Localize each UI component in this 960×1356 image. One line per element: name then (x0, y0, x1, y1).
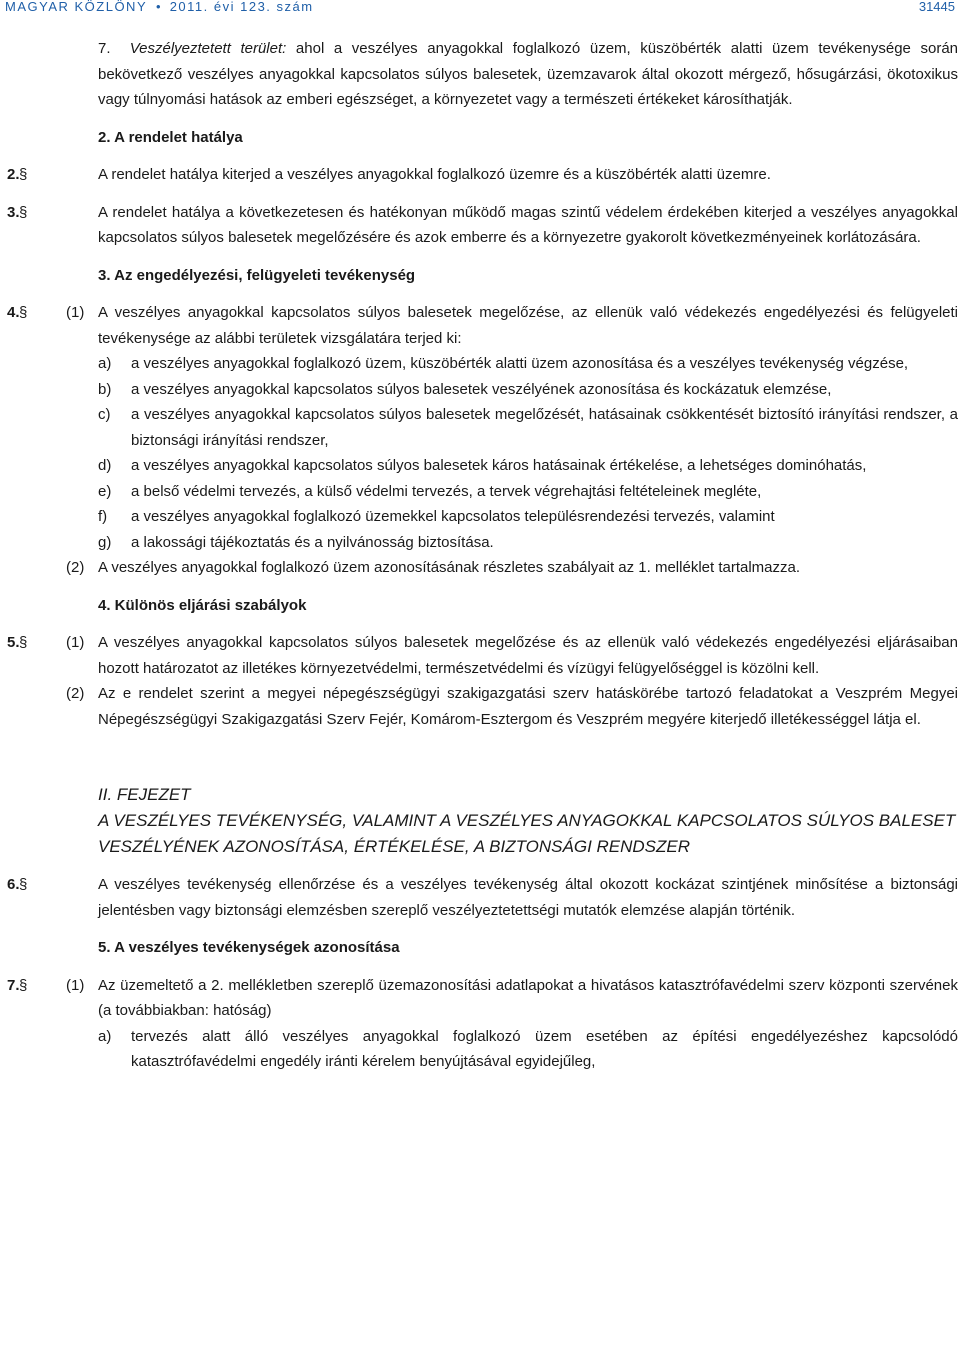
section-heading-4: 4. Különös eljárási szabályok (98, 596, 307, 614)
item-letter: b) (98, 380, 112, 398)
section-heading-5: 5. A veszélyes tevékenységek azonosítása (98, 939, 400, 956)
section-number: 4. (7, 304, 20, 321)
issue-label: 2011. évi 123. szám (169, 0, 314, 14)
chapter-title-line-1: A VESZÉLYES TEVÉKENYSÉG, VALAMINT A VESZÉLYES ANYAGOKKAL KAPCSOLATOS SÚLYOS BALESET (98, 811, 956, 830)
definition-text: ahol a veszélyes anyagokkal foglalkozó üzem, küszöbérték alatti üzem tevékenysége során bekövetkező veszélyes anyagokkal kapcsolatos súlyos balesetek, üzemzavarok által okozott mérgező, hősugárzási, ökotoxikus vagy túlnyomási hatások az emberi egészséget, a környezetet vagy a természeti értékeket károsíthatják. (98, 40, 958, 108)
document-body (7, 36, 958, 1075)
section-5-paragraph-2 (7, 681, 958, 732)
list-item (98, 402, 958, 453)
item-letter: d) (98, 457, 112, 474)
item-letter: e) (98, 482, 112, 500)
section-number: 3. (7, 203, 20, 221)
item-letter: a) (98, 1027, 112, 1045)
header-separator: • (156, 0, 161, 14)
section-6 (7, 872, 958, 923)
section-number: 6. (7, 876, 20, 893)
item-text: a veszélyes anyagokkal kapcsolatos súlyos balesetek megelőzését, hatásainak csökkentését biztosító irányítási rendszer, a biztonsági irányítási rendszer, (131, 406, 958, 449)
section-7 (7, 973, 958, 1024)
chapter-label: II. FEJEZET (98, 785, 191, 804)
list-item (98, 479, 958, 505)
paragraph-text: A veszélyes anyagokkal foglalkozó üzem azonosításának részletes szabályait az 1. melléklet tartalmazza. (98, 559, 801, 576)
paragraph-label: (1) (66, 634, 85, 651)
item-text: a lakossági tájékoztatás és a nyilvánosság biztosítása. (131, 533, 494, 551)
item-letter: g) (98, 533, 112, 551)
list-item (98, 1024, 958, 1075)
section-sign: § (19, 876, 28, 893)
list-item (98, 377, 958, 403)
section-4 (7, 300, 958, 351)
page-header (5, 0, 955, 17)
section-number: 7. (7, 976, 20, 994)
item-letter: f) (98, 508, 108, 525)
list-item (98, 453, 958, 479)
section-text: A veszélyes tevékenység ellenőrzése és a veszélyes tevékenység által okozott kockázat szintjének minősítése a biztonsági jelentésben vagy biztonsági elemzésben szereplő veszélyeztetettségi mutatók elemzése alapján történik. (98, 876, 958, 919)
running-title (5, 0, 314, 17)
paragraph-text: A veszélyes anyagokkal kapcsolatos súlyos balesetek megelőzése, az ellenük való védekezés engedélyezési és felügyeleti tevékenysége az alábbi területek vizsgálatára terjed ki: (98, 304, 958, 347)
item-text: a belső védelmi tervezés, a külső védelmi tervezés, a tervek végrehajtási feltételeinek megléte, (131, 482, 762, 500)
paragraph-text: Az üzemeltető a 2. mellékletben szereplő üzemazonosítási adatlapokat a hivatásos katasztrófavédelmi szerv központi szervének (a továbbiakban: hatóság) (98, 976, 958, 1019)
section-5 (7, 630, 958, 681)
section-heading-2: 2. A rendelet hatálya (98, 128, 243, 146)
chapter-title-line-2: VESZÉLYÉNEK AZONOSÍTÁSA, ÉRTÉKELÉSE, A BIZTONSÁGI RENDSZER (98, 837, 691, 856)
item-text: a veszélyes anyagokkal foglalkozó üzem, küszöbérték alatti üzem azonosítása és a veszélyes tevékenység végzése, (131, 355, 909, 372)
paragraph-label: (2) (66, 559, 85, 576)
defined-term: Veszélyeztetett terület: (129, 40, 287, 57)
section-sign: § (19, 166, 28, 183)
section-sign: § (19, 203, 28, 221)
paragraph-text: A veszélyes anyagokkal kapcsolatos súlyos balesetek megelőzése és az ellenük való védekezés engedélyezési eljárásaiban hozott határozatot az illetékes környezetvédelmi, természetvédelmi és vízügyi felügyelőséggel is közölni kell. (98, 634, 958, 677)
section-number: 5. (7, 634, 20, 651)
section-text: A rendelet hatálya a következetesen és hatékonyan működő magas szintű védelem érdekében kiterjed a veszélyes anyagokkal kapcsolatos súlyos balesetek megelőzésére és azok emberre és a környezetre gyakorolt következményeinek korlátozására. (98, 203, 958, 246)
chapter-heading (98, 782, 958, 860)
section-text: A rendelet hatálya kiterjed a veszélyes anyagokkal foglalkozó üzemre és a küszöbérték alatti üzemre. (98, 166, 771, 183)
list-item (98, 504, 958, 530)
section-3 (7, 200, 958, 251)
paragraph-label: (2) (66, 685, 85, 702)
page-number: 31445 (918, 0, 955, 14)
section-4-paragraph-2 (7, 555, 958, 581)
item-text: a veszélyes anyagokkal kapcsolatos súlyos balesetek káros hatásainak értékelése, a lehetséges dominóhatás, (131, 457, 867, 474)
item-text: a veszélyes anyagokkal kapcsolatos súlyos balesetek veszélyének azonosítása és kockázatuk elemzése, (131, 380, 832, 398)
section-sign: § (19, 976, 28, 994)
journal-name: MAGYAR KÖZLÖNY (5, 0, 147, 14)
paragraph-label: (1) (66, 304, 85, 321)
section-sign: § (19, 304, 28, 321)
point-marker: 7. (98, 40, 111, 57)
item-text: tervezés alatt álló veszélyes anyagokkal foglalkozó üzem esetében az építési engedélyezéshez kapcsolódó katasztrófavédelmi engedély iránti kérelem benyújtásával egyidejűleg, (131, 1027, 958, 1070)
list-item (98, 530, 958, 556)
section-number: 2. (7, 166, 20, 183)
item-text: a veszélyes anyagokkal foglalkozó üzemekkel kapcsolatos településrendezési tervezés, valamint (131, 508, 775, 525)
section-heading-3: 3. Az engedélyezési, felügyeleti tevékenység (98, 266, 416, 284)
definition-point-7 (98, 36, 958, 113)
section-sign: § (19, 634, 28, 651)
item-letter: c) (98, 406, 111, 423)
paragraph-label: (1) (66, 976, 85, 994)
paragraph-text: Az e rendelet szerint a megyei népegészségügyi szakigazgatási szerv hatáskörébe tartozó feladatokat a Veszprém Megyei Népegészségügyi Szakigazgatási Szerv Fejér, Komárom-Esztergom és Veszprém megyére kiterjedő illetékességgel látja el. (98, 685, 958, 728)
section-2 (7, 162, 958, 188)
list-item (98, 351, 958, 377)
item-letter: a) (98, 355, 112, 372)
